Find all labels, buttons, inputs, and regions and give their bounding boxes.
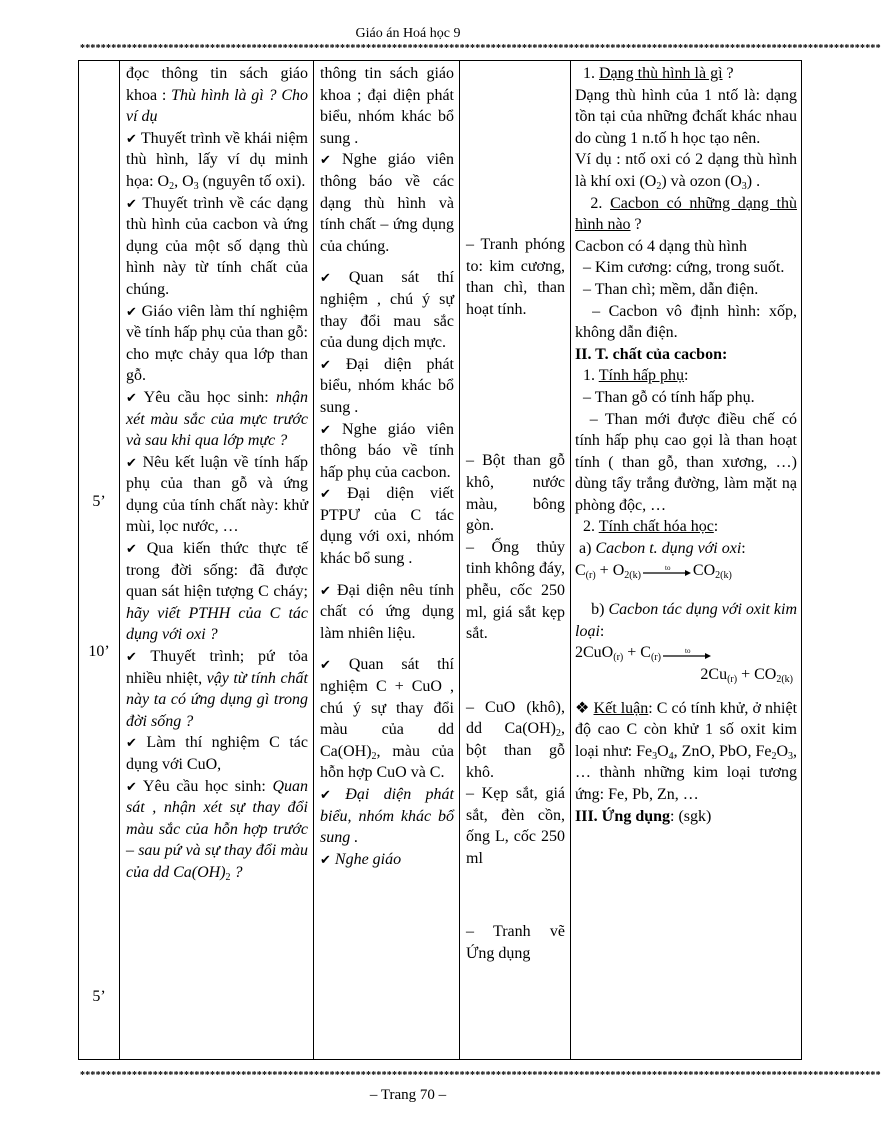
student-item: ✔ Đại diện phát biểu, nhóm khác bổ sung .: [320, 355, 454, 416]
material-item: – Ống thủy tinh không đáy, phễu, cốc 250 ml, giá sắt kẹp sắt.: [466, 538, 565, 643]
student-item: ✔ Đại diện phát biểu, nhóm khác bổ sung .: [320, 786, 455, 847]
content-text: – Cacbon vô định hình: xốp, không dẫn điện.: [575, 302, 798, 342]
lesson-table: [78, 60, 802, 1060]
equation-1: $C_{(r)} + O_{2(k)}$ to $CO_{2(k)}$: [575, 561, 732, 581]
student-item: ✔ Nghe giáo viên thông báo về các dạng thù hình và tính chất – ứng dụng của chúng.: [320, 151, 455, 255]
teacher-item: ✔ Thuyết trình về khái niệm thù hình, lấy ví dụ minh họa: $O_2$, $O_3$ (nguyên tố oxi).: [126, 129, 308, 192]
check-icon: ✔: [320, 486, 331, 502]
check-icon: ✔: [320, 657, 331, 673]
teacher-item: ✔ Thuyết trình về các dạng thù hình của cacbon và ứng dụng của một số dạng thù hình này từ tính chất của chúng.: [126, 194, 309, 298]
teacher-activity-column: [120, 61, 314, 1060]
diamond-bullet-icon: ❖: [575, 699, 590, 717]
material-item: – Tranh vẽ Ứng dụng: [466, 923, 565, 963]
content-text: a) Cacbon t. dụng với oxi:: [579, 540, 746, 558]
student-item: thông tin sách giáo khoa ; đại diện phát biểu, nhóm khác bổ sung .: [320, 65, 454, 147]
section-heading: III. Ứng dụng: (sgk): [575, 807, 712, 825]
conclusion: ❖ Kết luận: C có tính khử, ở nhiệt độ cao C còn khử 1 số oxit kim loại như: $Fe_3O_4$, ZnO, PbO, $Fe_2O_3$, … thành những kim loại tương ứng: Fe, Pb, Zn, …: [575, 699, 798, 803]
check-icon: ✔: [320, 356, 331, 372]
check-icon: ✔: [320, 851, 331, 867]
check-icon: ✔: [126, 649, 137, 665]
teacher-item: ✔ Yêu cầu học sinh: Quan sát , nhận xét sự thay đổi màu sắc của hỗn hợp trước – sau pứ và sự thay đổi màu của dd $Ca(OH)_2$ ?: [126, 777, 308, 883]
time-3: 5’: [92, 988, 106, 1005]
check-icon: ✔: [320, 787, 331, 802]
materials-column: [460, 61, 571, 1060]
material-item: – Bột than gỗ khô, nước màu, bông gòn.: [466, 452, 565, 535]
footer-divider: **********************************************************************************************************************************************************: [80, 1070, 881, 1081]
page-number: – Trang 70 –: [369, 1087, 447, 1103]
content-text: – Than mới được điều chế có tính hấp phụ cao gọi là than hoạt tính ( than gỗ, than xương, …) dùng tẩy trắng đường, làm mặt nạ phòng độc, …: [575, 410, 797, 514]
student-item: ✔ Quan sát thí nghiệm C + CuO , chú ý sự thay đổi màu của dd $Ca(OH)_2$, màu của hỗn hợp CuO và C.: [320, 656, 454, 782]
time-1: 5’: [92, 493, 106, 510]
section-heading: 1. Dạng thù hình là gì ?: [583, 65, 734, 82]
content-text: Ví dụ : ntố oxi có 2 dạng thù hình là khí oxi $(O_2)$ và ozon $(O_3)$ .: [575, 151, 797, 192]
student-item: ✔ Đại diện nêu tính chất có ứng dụng làm nhiên liệu.: [320, 581, 455, 642]
student-item: ✔ Quan sát thí nghiệm , chú ý sự thay đổi mau sắc của dung dịch mực.: [320, 269, 454, 352]
check-icon: ✔: [126, 130, 137, 146]
content-text: – Kim cương: cứng, trong suốt.: [583, 259, 785, 277]
teacher-item: ✔ Yêu cầu học sinh: nhận xét màu sắc của mực trước và sau khi qua lớp mực ?: [126, 388, 309, 450]
content-text: Cacbon có 4 dạng thù hình: [575, 237, 747, 255]
header-divider: **********************************************************************************************************************************************************: [80, 43, 881, 54]
content-text: b) Cacbon tác dụng với oxit kim loại:: [575, 601, 798, 640]
student-item: ✔ Đại diện viết PTPƯ của C tác dụng với oxi, nhóm khác bổ sung .: [320, 485, 455, 568]
teacher-item: ✔ Giáo viên làm thí nghiệm về tính hấp phụ của than gỗ: cho mực chảy qua lớp than gỗ.: [126, 302, 308, 385]
material-item: – CuO (khô), dd $Ca(OH)_2$, bột than gỗ khô.: [466, 698, 565, 781]
check-icon: ✔: [320, 152, 331, 168]
check-icon: ✔: [126, 454, 137, 470]
section-heading: 2. Cacbon có những dạng thù hình nào ?: [575, 194, 797, 234]
content-text: – Than chì; mềm, dẫn điện.: [583, 280, 759, 298]
check-icon: ✔: [126, 389, 137, 405]
check-icon: ✔: [126, 735, 137, 751]
section-heading: 1. Tính hấp phụ:: [583, 367, 689, 385]
section-heading: II. T. chất của cacbon:: [575, 345, 728, 363]
check-icon: ✔: [320, 270, 331, 286]
reaction-arrow-icon: [643, 563, 691, 576]
material-item: – Kẹp sắt, giá sắt, đèn cồn, ống L, cốc 250 ml: [466, 785, 565, 867]
page-header: Giáo án Hoá học 9: [355, 26, 461, 41]
content-text: Dạng thù hình của 1 ntố là: dạng tồn tại của những đchất khác nhau do cùng 1 n.tố h học tạo nên.: [575, 86, 797, 147]
check-icon: ✔: [126, 303, 137, 319]
teacher-item: ✔ Làm thí nghiệm C tác dụng với CuO,: [126, 734, 308, 773]
arrow-label: to: [684, 646, 691, 655]
student-item: ✔ Nghe giáo viên thông báo về tính hấp phụ của cacbon.: [320, 420, 455, 481]
student-item: ✔ Nghe giáo: [320, 850, 402, 868]
check-icon: ✔: [320, 421, 331, 437]
teacher-item: ✔ Nêu kết luận về tính hấp phụ của than gỗ và ứng dụng của tính chất này: khử mùi, lọc nước, …: [126, 453, 309, 536]
content-column: [571, 61, 802, 1060]
arrow-label: to: [664, 563, 671, 572]
equation-2: $2CuO_{(r)} + C_{(r)}$ to $2Cu_{(r)} + CO_{2(k)}$: [575, 644, 793, 686]
check-icon: ✔: [126, 541, 137, 557]
student-activity-column: [314, 61, 460, 1060]
teacher-item: đọc thông tin sách giáo khoa : Thù hình là gì ? Cho ví dụ: [126, 65, 309, 126]
reaction-arrow-icon: [663, 646, 711, 659]
time-column: [79, 61, 120, 1060]
teacher-item: ✔ Thuyết trình; pứ tỏa nhiều nhiệt, vậy từ tính chất này ta có ứng dụng gì trong đời sống ?: [126, 648, 309, 730]
time-2: 10’: [88, 643, 110, 660]
check-icon: ✔: [320, 582, 331, 598]
section-heading: 2. Tính chất hóa học:: [583, 518, 719, 536]
content-text: – Than gỗ có tính hấp phụ.: [583, 388, 755, 406]
check-icon: ✔: [126, 778, 137, 794]
material-item: – Tranh phóng to: kim cương, than chì, than hoạt tính.: [466, 236, 565, 318]
check-icon: ✔: [126, 195, 137, 211]
teacher-item: ✔ Qua kiến thức thực tế trong đời sống: đã được quan sát hiện tượng C cháy; hãy viết PTHH của C tác dụng với oxi ?: [126, 540, 308, 644]
